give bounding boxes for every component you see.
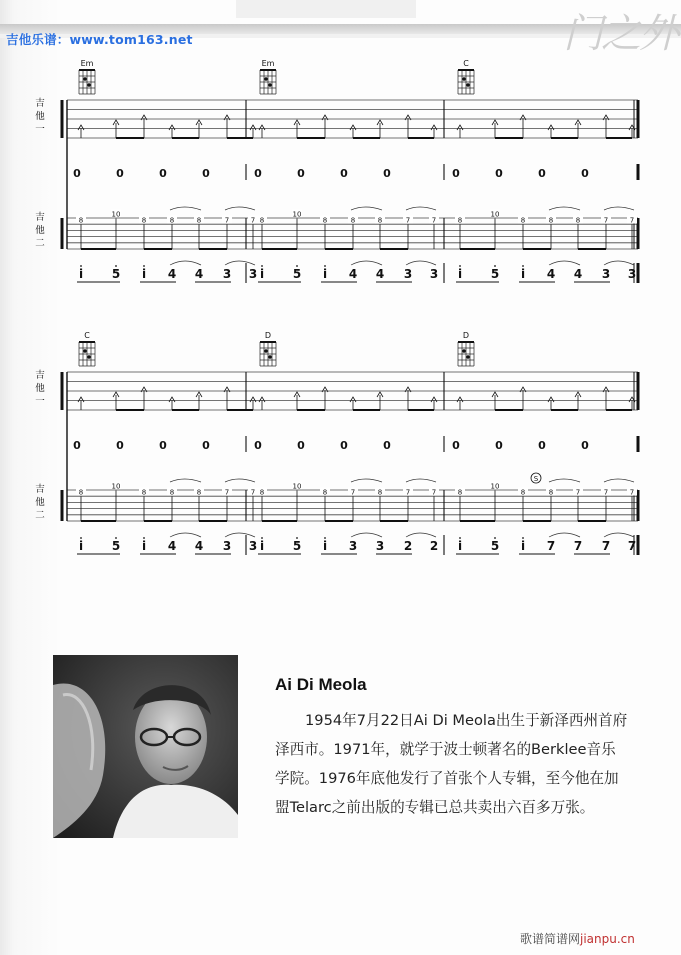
- staff-label-guitar1: 吉: [35, 370, 45, 381]
- watermark-bottom-site: jianpu.cn: [580, 932, 635, 946]
- octave-dot: [296, 537, 298, 539]
- tab-fret-number: 8: [377, 216, 383, 225]
- tab-fret-number: 8: [457, 216, 463, 225]
- watermark-bottom: [520, 930, 635, 947]
- octave-dot: [324, 537, 326, 539]
- rhythm-slash: 0: [159, 167, 167, 180]
- octave-dot: [494, 265, 496, 267]
- artist-photo: [53, 655, 238, 838]
- rhythm-slash: 0: [538, 167, 546, 180]
- numbered-note: 5: [292, 539, 302, 553]
- rhythm-slash: 0: [383, 167, 391, 180]
- tab-fret-number: 8: [548, 216, 554, 225]
- tab-fret-number: 10: [292, 482, 302, 491]
- numbered-note: 5: [111, 267, 121, 281]
- numbered-note: 3: [248, 539, 258, 553]
- numbered-note: i: [457, 539, 463, 553]
- tie-arc: [351, 479, 382, 482]
- chord-dot: [466, 355, 470, 359]
- chord-name: D: [264, 331, 272, 340]
- rhythm-slash: 0: [73, 167, 81, 180]
- octave-dot: [494, 537, 496, 539]
- numbered-note: 2: [403, 539, 413, 553]
- numbered-note: 4: [546, 267, 556, 281]
- tab-fret-number: 7: [224, 216, 230, 225]
- bio-text: 1954年7月22日Ai Di Meola出生于新泽西州首府泽西市。1971年，就学于波士顿著名的Berklee音乐学院。1976年底他发行了首张个人专辑，至今他在加盟Telarc之前出版的专辑已总共卖出六百多万张。: [275, 712, 628, 816]
- numbered-note: i: [78, 267, 84, 281]
- tie-arc: [351, 207, 382, 210]
- rhythm-slash: 0: [202, 439, 210, 452]
- tab-fret-number: 8: [520, 488, 526, 497]
- staff-label-guitar2: 他: [35, 497, 45, 508]
- tie-arc: [549, 207, 580, 210]
- tab-fret-number: 8: [457, 488, 463, 497]
- numbered-note: 3: [601, 267, 611, 281]
- octave-dot: [80, 537, 82, 539]
- tab-fret-number: 7: [603, 488, 609, 497]
- numbered-note: 3: [348, 539, 358, 553]
- octave-dot: [261, 537, 263, 539]
- octave-dot: [80, 265, 82, 267]
- chord-dot: [264, 77, 268, 81]
- numbered-note: 5: [111, 539, 121, 553]
- numbered-note: 5: [490, 267, 500, 281]
- tab-fret-number: 10: [111, 482, 121, 491]
- tab-fret-number: 8: [141, 216, 147, 225]
- chord-dot: [83, 349, 87, 353]
- chord-dot: [462, 349, 466, 353]
- numbered-note: 2: [429, 539, 439, 553]
- corner-title-deco: 门之外: [563, 11, 677, 57]
- tab-fret-number: 8: [196, 216, 202, 225]
- rhythm-slash: 0: [495, 439, 503, 452]
- tab-fret-number: 8: [169, 488, 175, 497]
- chord-name: C: [84, 331, 90, 340]
- rhythm-slash: 0: [297, 167, 305, 180]
- staff-label-guitar2: 二: [35, 510, 45, 521]
- tab-fret-number: 7: [405, 488, 411, 497]
- numbered-note: 7: [573, 539, 583, 553]
- tab-fret-number: 7: [224, 488, 230, 497]
- numbered-note: 3: [222, 539, 232, 553]
- numbered-note: 7: [546, 539, 556, 553]
- tab-fret-number: 7: [575, 488, 581, 497]
- tab-fret-number: 8: [377, 488, 383, 497]
- octave-dot: [261, 265, 263, 267]
- tab-fret-number: 8: [322, 488, 328, 497]
- tab-fret-number: 8: [259, 216, 265, 225]
- numbered-note: i: [141, 267, 147, 281]
- chord-dot: [83, 77, 87, 81]
- numbered-note: 7: [601, 539, 611, 553]
- numbered-tie: [170, 261, 201, 265]
- chord-name: Em: [261, 59, 275, 68]
- rhythm-slash: 0: [538, 439, 546, 452]
- numbered-note: i: [322, 539, 328, 553]
- tie-arc: [170, 479, 201, 482]
- tie-arc: [604, 207, 634, 210]
- chord-dot: [268, 83, 272, 87]
- tab-fret-number: 7: [431, 216, 437, 225]
- chord-name: D: [462, 331, 470, 340]
- tab-fret-number: 7: [405, 216, 411, 225]
- rhythm-slash: 0: [383, 439, 391, 452]
- octave-dot: [143, 265, 145, 267]
- numbered-tie: [351, 261, 382, 265]
- tie-arc: [170, 207, 201, 210]
- numbered-note: 3: [627, 267, 637, 281]
- numbered-note: i: [259, 267, 265, 281]
- tab-fret-number: 7: [250, 488, 256, 497]
- tie-arc: [225, 479, 255, 482]
- numbered-note: 4: [375, 267, 385, 281]
- octave-dot: [143, 537, 145, 539]
- tab-fret-number: 8: [78, 488, 84, 497]
- octave-dot: [522, 265, 524, 267]
- rhythm-slash: 0: [452, 439, 460, 452]
- tie-arc: [406, 479, 436, 482]
- numbered-note: i: [520, 539, 526, 553]
- segno-label: S: [533, 475, 539, 483]
- staff-label-guitar1: 他: [35, 111, 45, 122]
- rhythm-slash: 0: [581, 167, 589, 180]
- tab-fret-number: 8: [322, 216, 328, 225]
- tab-fret-number: 8: [78, 216, 84, 225]
- staff-label-guitar2: 吉: [35, 484, 45, 495]
- rhythm-slash: 0: [202, 167, 210, 180]
- numbered-note: i: [457, 267, 463, 281]
- octave-dot: [459, 537, 461, 539]
- rhythm-slash: 0: [159, 439, 167, 452]
- tab-fret-number: 8: [548, 488, 554, 497]
- tab-fret-number: 10: [490, 210, 500, 219]
- numbered-note: 3: [248, 267, 258, 281]
- numbered-note: 4: [348, 267, 358, 281]
- tab-fret-number: 8: [196, 488, 202, 497]
- watermark-top: 吉他乐谱：www.tom163.net: [6, 32, 193, 47]
- chord-dot: [268, 355, 272, 359]
- numbered-tie: [170, 533, 201, 537]
- numbered-tie: [225, 261, 255, 265]
- rhythm-slash: 0: [116, 167, 124, 180]
- tie-arc: [604, 479, 634, 482]
- numbered-note: 3: [403, 267, 413, 281]
- rhythm-slash: 0: [340, 167, 348, 180]
- tab-fret-number: 8: [350, 216, 356, 225]
- watermark-bottom-prefix: 歌谱简谱网: [520, 932, 581, 946]
- numbered-note: 4: [194, 267, 204, 281]
- numbered-tie: [225, 533, 255, 537]
- numbered-note: 3: [375, 539, 385, 553]
- numbered-note: 4: [194, 539, 204, 553]
- staff-label-guitar1: 他: [35, 383, 45, 394]
- tab-fret-number: 7: [350, 488, 356, 497]
- tab-fret-number: 8: [520, 216, 526, 225]
- tab-fret-number: 10: [111, 210, 121, 219]
- rhythm-slash: 0: [581, 439, 589, 452]
- chord-dot: [87, 83, 91, 87]
- numbered-tie: [549, 533, 580, 537]
- numbered-tie: [406, 533, 436, 537]
- numbered-note: 3: [429, 267, 439, 281]
- numbered-note: i: [259, 539, 265, 553]
- tab-fret-number: 7: [250, 216, 256, 225]
- chord-dot: [462, 77, 466, 81]
- numbered-note: 3: [222, 267, 232, 281]
- numbered-note: 4: [167, 267, 177, 281]
- numbered-tie: [604, 533, 634, 537]
- tab-fret-number: 8: [259, 488, 265, 497]
- tie-arc: [225, 207, 255, 210]
- rhythm-slash: 0: [254, 439, 262, 452]
- chord-name: Em: [80, 59, 94, 68]
- numbered-tie: [604, 261, 634, 265]
- numbered-note: 7: [627, 539, 637, 553]
- rhythm-slash: 0: [495, 167, 503, 180]
- staff-label-guitar2: 吉: [35, 212, 45, 223]
- staff-label-guitar1: 一: [35, 124, 45, 135]
- staff-label-guitar1: 一: [35, 396, 45, 407]
- tab-fret-number: 8: [169, 216, 175, 225]
- tab-fret-number: 7: [603, 216, 609, 225]
- numbered-tie: [406, 261, 436, 265]
- octave-dot: [115, 265, 117, 267]
- numbered-note: 5: [292, 267, 302, 281]
- numbered-tie: [351, 533, 382, 537]
- staff-label-guitar1: 吉: [35, 98, 45, 109]
- tab-fret-number: 10: [292, 210, 302, 219]
- chord-dot: [466, 83, 470, 87]
- numbered-tie: [549, 261, 580, 265]
- chord-dot: [264, 349, 268, 353]
- numbered-note: 4: [573, 267, 583, 281]
- octave-dot: [459, 265, 461, 267]
- rhythm-slash: 0: [116, 439, 124, 452]
- tab-fret-number: 10: [490, 482, 500, 491]
- numbered-note: i: [520, 267, 526, 281]
- chord-name: C: [463, 59, 469, 68]
- staff-label-guitar2: 他: [35, 225, 45, 236]
- tie-arc: [549, 479, 580, 482]
- numbered-note: i: [78, 539, 84, 553]
- rhythm-slash: 0: [452, 167, 460, 180]
- octave-dot: [522, 537, 524, 539]
- tab-fret-number: 7: [431, 488, 437, 497]
- numbered-note: i: [322, 267, 328, 281]
- octave-dot: [115, 537, 117, 539]
- tab-fret-number: 8: [141, 488, 147, 497]
- staff-label-guitar2: 二: [35, 238, 45, 249]
- rhythm-slash: 0: [340, 439, 348, 452]
- numbered-note: i: [141, 539, 147, 553]
- octave-dot: [324, 265, 326, 267]
- tab-fret-number: 7: [629, 488, 635, 497]
- rhythm-slash: 0: [254, 167, 262, 180]
- rhythm-slash: 0: [297, 439, 305, 452]
- rhythm-slash: 0: [73, 439, 81, 452]
- bio-title: Ai Di Meola: [275, 675, 367, 694]
- tab-fret-number: 8: [575, 216, 581, 225]
- numbered-note: 4: [167, 539, 177, 553]
- tab-fret-number: 7: [629, 216, 635, 225]
- octave-dot: [296, 265, 298, 267]
- tie-arc: [406, 207, 436, 210]
- chord-dot: [87, 355, 91, 359]
- numbered-note: 5: [490, 539, 500, 553]
